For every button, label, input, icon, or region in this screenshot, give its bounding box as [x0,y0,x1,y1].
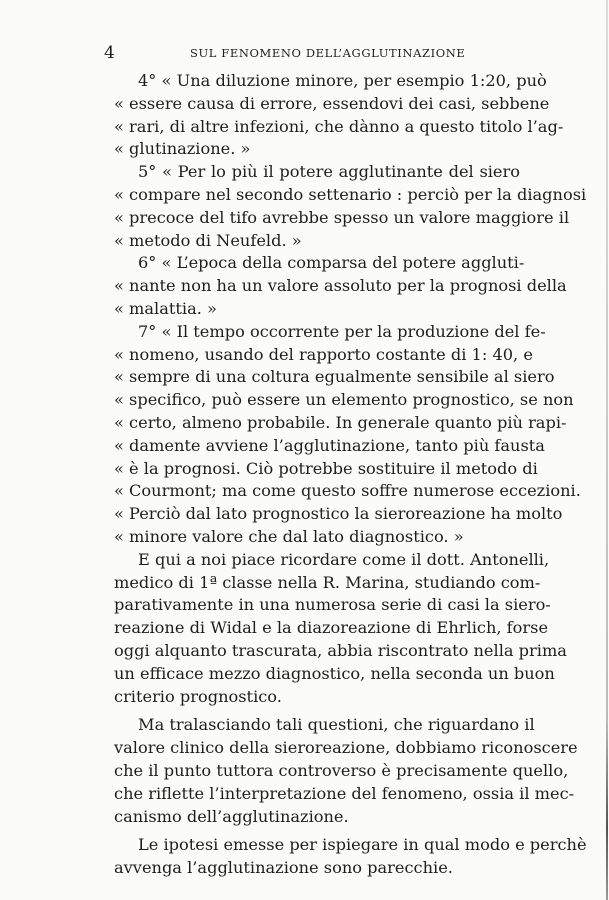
text-line: E qui a noi piace ricordare come il dott. Antonelli, [138,549,550,569]
text-line: « glutinazione. » [114,139,251,159]
text-line: Le ipotesi emesse per ispiegare in qual modo e perchè [138,835,587,855]
text-line: « nante non ha un valore assoluto per la prognosi della [114,276,567,296]
text-line: Ma tralasciando tali questioni, che riguardano il [138,715,535,735]
text-line: « nomeno, usando del rapporto costante di 1: 40, e [114,344,533,364]
text-line: « damente avviene l’agglutinazione, tanto più fausta [114,435,545,455]
text-line: « essere causa di errore, essendovi dei casi, sebbene [114,93,550,113]
text-line: avvenga l’agglutinazione sono parecchie. [114,858,453,878]
text-line: « Perciò dal lato prognostico la sieroreazione ha molto [114,504,563,524]
text-line: canismo dell’agglutinazione. [114,806,349,826]
text-line: « sempre di una coltura egualmente sensibile al siero [114,367,555,387]
body-text [114,70,587,880]
text-line: valore clinico della sieroreazione, dobbiamo riconoscere [114,738,578,758]
text-line: che il punto tuttora controverso è precisamente quello, [114,760,569,780]
text-line: che riflette l’interpretazione del fenomeno, ossia il mec- [114,783,575,803]
text-line: « metodo di Neufeld. » [114,230,302,250]
text-line: un efficace mezzo diagnostico, nella seconda un buon [114,663,555,683]
text-line: 7° « Il tempo occorrente per la produzione del fe- [138,321,546,341]
text-line: reazione di Widal e la diazoreazione di Ehrlich, forse [114,618,549,638]
text-line: « rari, di altre infezioni, che dànno a questo titolo l’ag- [114,116,564,136]
text-line: « certo, almeno probabile. In generale quanto più rapi- [114,412,567,432]
text-line: parativamente in una numerosa serie di casi la siero- [114,595,551,615]
text-line: 4° « Una diluzione minore, per esempio 1:20, può [138,71,547,90]
page-edge [606,0,608,900]
text-line: « specifico, può essere un elemento prognostico, se non [114,390,574,410]
text-line: « Courmont; ma come questo soffre numerose eccezioni. [114,481,581,501]
text-line: « compare nel secondo settenario : perciò per la diagnosi [114,184,587,204]
text-line: medico di 1ª classe nella R. Marina, studiando com- [114,572,541,592]
text-line: criterio prognostico. [114,686,282,706]
text-line: « minore valore che dal lato diagnostico. » [114,526,464,546]
text-line: oggi alquanto trascurata, abbia riscontrato nella prima [114,640,567,660]
running-title: SUL FENOMENO DELL’AGGLUTINAZIONE [190,46,466,60]
text-line: 6° « L’epoca della comparsa del potere aggluti- [138,253,525,273]
page-number: 4 [104,43,116,63]
text-line: « precoce del tifo avrebbe spesso un valore maggiore il [114,207,570,227]
text-line: « è la prognosi. Ciò potrebbe sostituire il metodo di [114,458,538,478]
text-line: 5° « Per lo più il potere agglutinante del siero [138,162,520,182]
text-line: « malattia. » [114,298,217,318]
